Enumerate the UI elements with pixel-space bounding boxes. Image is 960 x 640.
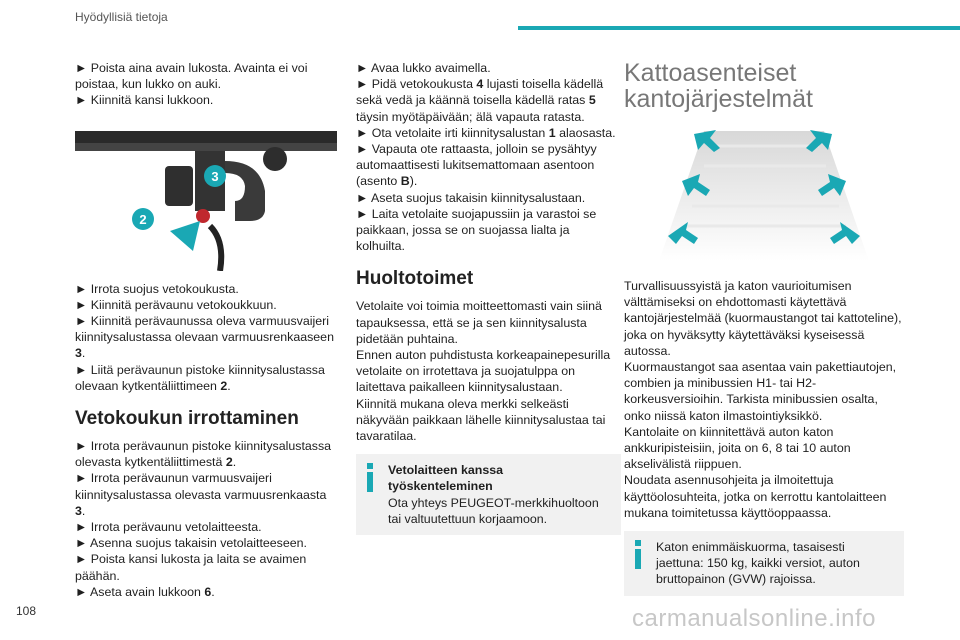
step: ► Laita vetolaite suojapussiin ja varastoi se paikkaan, jossa se on suojassa lialta ja kolhuilta.	[356, 206, 597, 254]
column-middle	[356, 60, 621, 535]
column-right	[624, 60, 904, 596]
step: ► Asenna suojus takaisin vetolaitteeseen.	[75, 536, 307, 551]
step: ► Irrota perävaunun pistoke kiinnitysalustassa olevasta kytkentäliittimestä 2.	[75, 439, 332, 470]
info-box	[624, 531, 904, 596]
towbar-figure	[75, 121, 337, 271]
step: ► Pidä vetokoukusta 4 lujasti toisella kädellä sekä vedä ja käännä toisella kädellä ratas 5 täysin myötäpäivään; älä vapauta ratasta.	[356, 77, 604, 124]
watermark: carmanualsonline.info	[632, 605, 876, 632]
paragraph: Vetolaite voi toimia moitteettomasti vain siinä tapauksessa, että se ja sen kiinnitysalusta pidetään puhtaina.	[356, 299, 602, 346]
info-box	[356, 454, 621, 535]
tow-ball	[263, 147, 287, 171]
step: ► Ota vetolaite irti kiinnitysalustan 1 alaosasta.	[356, 125, 616, 140]
heading-roof-racks: Kattoasenteiset kantojärjestelmät	[624, 59, 813, 113]
info-icon	[366, 463, 374, 493]
step: ► Vapauta ote rattaasta, jolloin se pysähtyy automaattisesti lukitsemattomaan asentoon (asento B).	[356, 142, 597, 189]
socket-red	[196, 209, 210, 223]
heading-maintenance: Huoltotoimet	[356, 268, 474, 290]
paragraph: Turvallisuussyistä ja katon vaurioitumisen välttämiseksi on ehdottomasti käytettävä kantojärjestelmää (kuormaustangot tai kattoteline), joka on hyväksytty käytettäväksi kyseisessä autossa.	[624, 279, 902, 358]
column-left	[75, 60, 337, 600]
header-accent-bar	[518, 26, 960, 30]
info-text: Katon enimmäiskuorma, tasaisesti jaettuna: 150 kg, kaikki versiot, auton bruttopainon (GVW) rajoissa.	[656, 540, 860, 587]
step: ► Aseta avain lukkoon 6.	[75, 584, 215, 599]
socket-housing	[165, 166, 193, 206]
paragraph: Ennen auton puhdistusta korkeapainepesurilla vetolaite on irrotettava ja suojatulppa on laitettava paikalleen kiinnitysalustaan.	[356, 348, 611, 395]
paragraph: Kantolaite on kiinnitettävä auton katon ankkuripisteisiin, joita on 6, 8 tai 10 auton akselivälistä riippuen.	[624, 424, 851, 472]
step: ► Avaa lukko avaimella.	[356, 61, 491, 75]
step: ► Aseta suojus takaisin kiinnitysalustaan.	[356, 190, 586, 205]
intro-step: ► Poista aina avain lukosta. Avainta ei voi poistaa, kun lukko on auki.	[75, 61, 308, 92]
info-text: Ota yhteys PEUGEOT-merkkihuoltoon tai valtuutettuun korjaamoon.	[388, 495, 599, 526]
heading-detach: Vetokoukun irrottaminen	[75, 408, 299, 430]
roof-figure	[654, 126, 874, 266]
callout-2-label: 2	[139, 211, 147, 227]
paragraph: Kiinnitä mukana oleva merkki selkeästi näkyvään paikkaan lähelle kiinnitysalustaa tai tavaratilaa.	[356, 396, 606, 444]
bumper-beam	[75, 131, 337, 143]
step: ► Liitä perävaunun pistoke kiinnitysalustassa olevaan kytkentäliittimeen 2.	[75, 362, 325, 393]
step: ► Kiinnitä perävaunu vetokoukkuun.	[75, 297, 277, 312]
info-title: Vetolaitteen kanssa työskenteleminen	[388, 463, 504, 494]
callout-3-label: 3	[211, 168, 219, 184]
step: ► Irrota perävaunu vetolaitteesta.	[75, 520, 262, 535]
info-icon	[634, 540, 642, 570]
section-title: Hyödyllisiä tietoja	[75, 10, 168, 24]
intro-step: ► Kiinnitä kansi lukkoon.	[75, 93, 214, 108]
step: ► Irrota perävaunun varmuusvaijeri kiinnitysalustassa olevasta varmuusrenkaasta 3.	[75, 471, 327, 518]
step: ► Poista kansi lukosta ja laita se avaimen päähän.	[75, 552, 307, 583]
paragraph: Noudata asennusohjeita ja ilmoitettuja käyttöolosuhteita, jotka on kerrottu kantolaitteen mukana toimitetussa käyttöoppaassa.	[624, 473, 887, 520]
page-number: 108	[16, 604, 37, 618]
step: ► Kiinnitä perävaunussa oleva varmuusvaijeri kiinnitysalustassa olevaan varmuusrenkaaseen 3.	[75, 314, 334, 361]
paragraph: Kuormaustangot saa asentaa vain pakettiautojen, combien ja minibussien H1- tai H2-korkeusversioihin. Tarkista minibussien osalta, onko niissä katon ilmastointiyksikkö.	[624, 360, 897, 423]
step: ► Irrota suojus vetokoukusta.	[75, 281, 239, 296]
